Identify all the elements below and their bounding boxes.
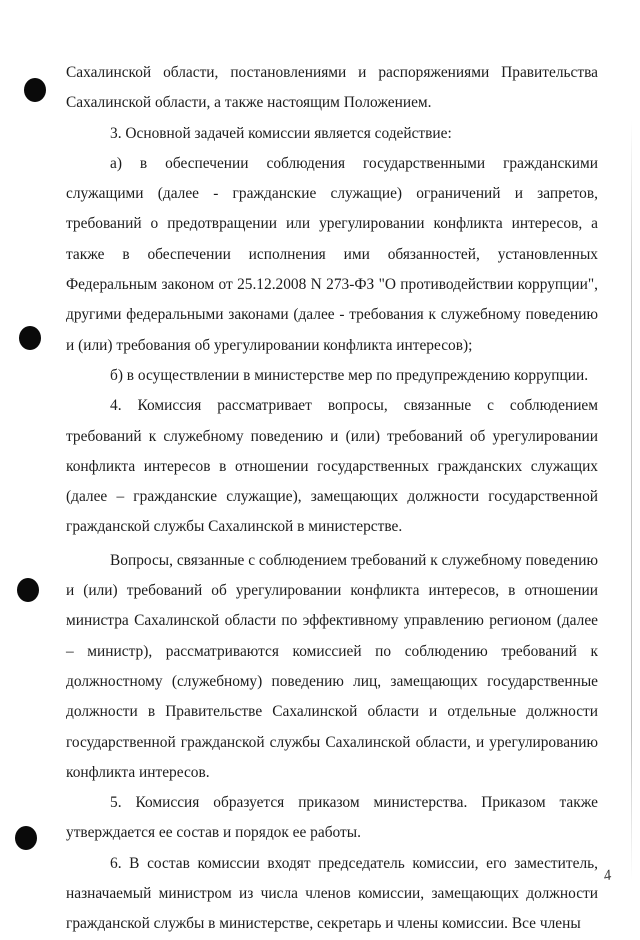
paragraph-item-3: 3. Основной задачей комиссии является содействие:: [110, 124, 452, 142]
paragraph-item-3a: а) в обеспечении соблюдения государственными гражданскими служащими (далее - гражданские служащие) ограничений и запретов, требований о предотвращении или урегулировании конфликта интересов, а также в обеспечении исполнения ими обязанностей, установленных Федеральным законом от 25.12.2008 N 273-ФЗ "О противодействии коррупции", другими федеральными законами (далее - требования к служебному поведению и (или) требования об урегулировании конфликта интересов);: [66, 154, 598, 354]
paragraph-item-4-questions: Вопросы, связанные с соблюдением требований к служебному поведению и (или) требований об урегулировании конфликта интересов, в отношении министра Сахалинской области по эффективному управлению регионом (далее – министр), рассматриваются комиссией по соблюдению требований к должностному (служебному) поведению лиц, замещающих государственные должности в Правительстве Сахалинской области и отдельные должности государственной гражданской службы Сахалинской области, и урегулированию конфликта интересов.: [66, 551, 598, 781]
paragraph-item-3b: б) в осуществлении в министерстве мер по предупреждению коррупции.: [110, 366, 589, 384]
scan-edge: [631, 120, 632, 880]
punch-hole: [15, 826, 37, 850]
punch-hole: [17, 578, 39, 602]
document-body: [66, 58, 598, 940]
paragraph-item-5: 5. Комиссия образуется приказом министерства. Приказом также утверждается ее состав и порядок ее работы.: [66, 794, 598, 842]
paragraph-item-6: 6. В состав комиссии входят председатель комиссии, его заместитель, назначаемый министром из числа членов комиссии, замещающих должности гражданской службы в министерстве, секретарь и члены комиссии. Все члены: [66, 854, 598, 933]
punch-hole: [19, 326, 41, 350]
punch-hole: [24, 78, 46, 102]
paragraph-item-4: 4. Комиссия рассматривает вопросы, связанные с соблюдением требований к служебному поведению и (или) требований об урегулировании конфликта интересов в отношении государственных гражданских служащих (далее – гражданские служащие), замещающих должности государственной гражданской службы Сахалинской в министерстве.: [66, 397, 598, 536]
page-number: 4: [602, 867, 613, 885]
paragraph-continuation: Сахалинской области, постановлениями и распоряжениями Правительства Сахалинской области, а также настоящим Положением.: [66, 64, 598, 112]
